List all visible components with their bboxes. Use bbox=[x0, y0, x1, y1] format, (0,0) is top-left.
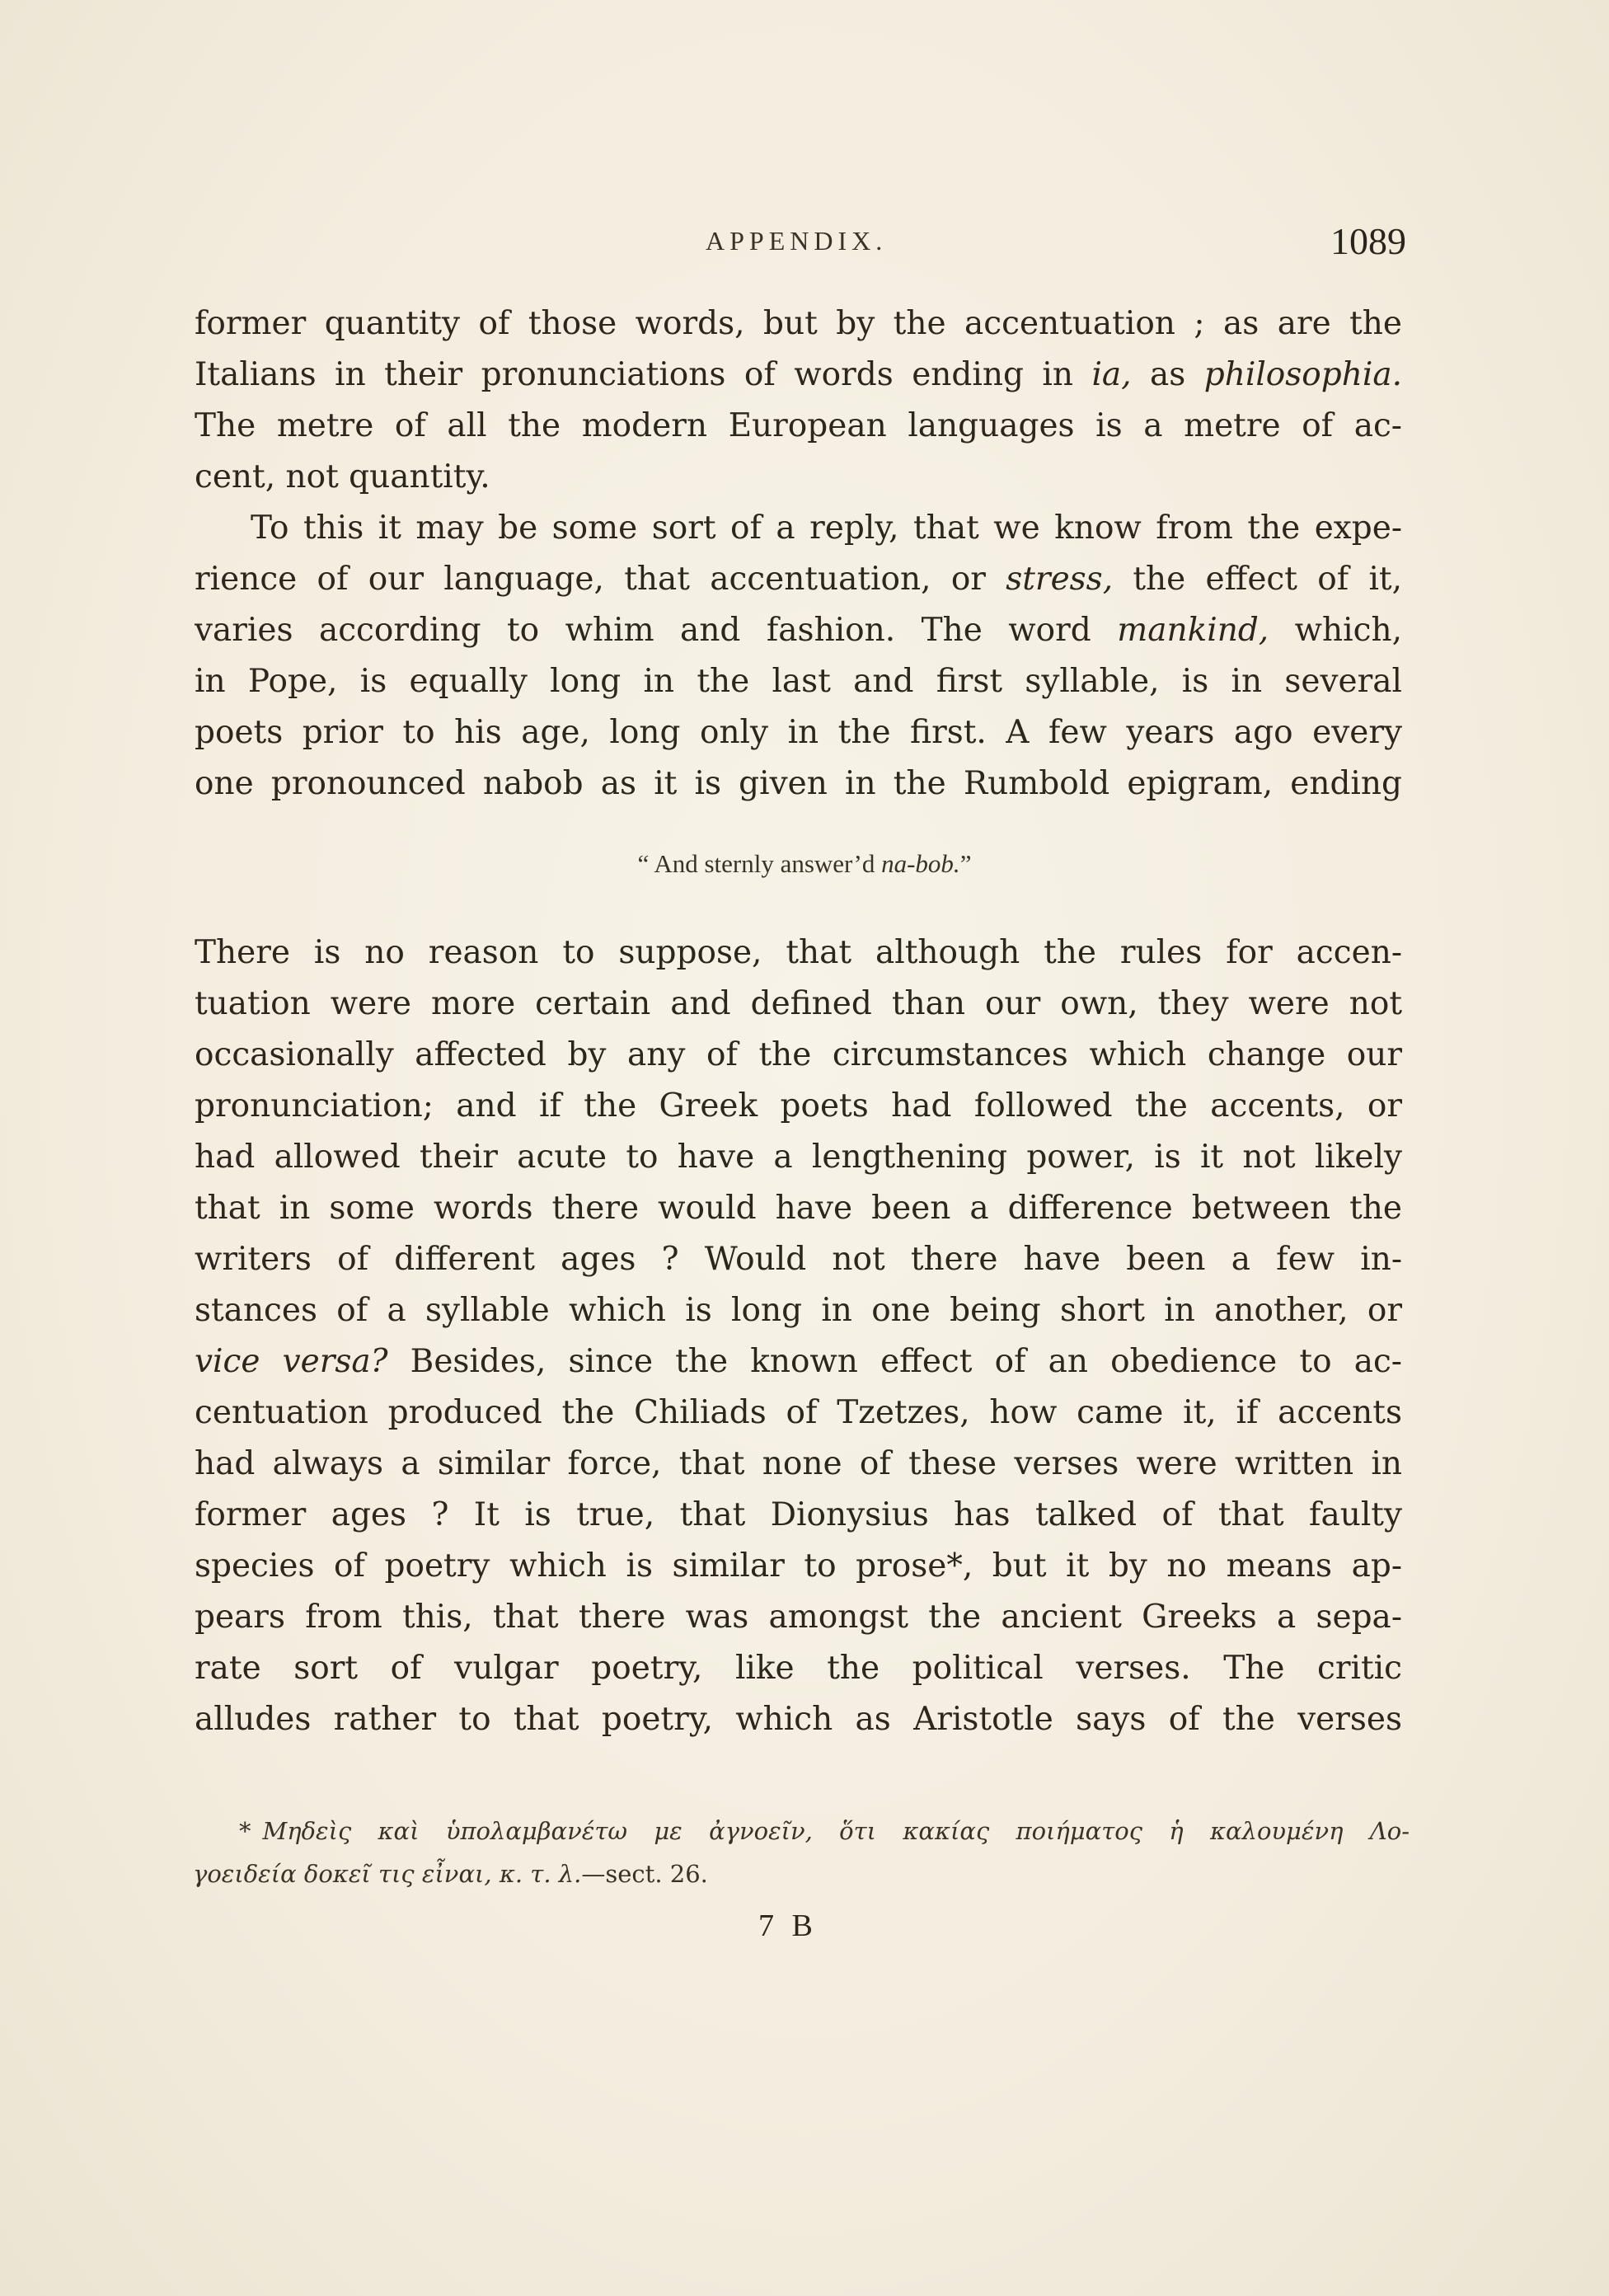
text-line: former quantity of those words, but by the accentuation ; as are the bbox=[195, 305, 1402, 342]
footnote-marker: * bbox=[239, 1817, 251, 1845]
text-line: pears from this, that there was amongst the ancient Greeks a sepa- bbox=[195, 1599, 1402, 1636]
footnote-line: * Μηδεὶς καὶ ὑπολαμβανέτω με ἀγνοεῖν, ὅτι κακίας ποιήματος ἡ καλουμένη Λο- bbox=[239, 1817, 1410, 1845]
footnote-section-ref: —sect. 26. bbox=[581, 1860, 708, 1888]
text-line: centuation produced the Chiliads of Tzetzes, how came it, if accents bbox=[195, 1394, 1402, 1431]
block-quote: “ And sternly answer’d na-bob.” bbox=[637, 849, 972, 878]
text-line: stances of a syllable which is long in one being short in another, or bbox=[195, 1292, 1402, 1329]
text-line: occasionally affected by any of the circumstances which change our bbox=[195, 1036, 1402, 1073]
paragraph-reply bbox=[195, 503, 1402, 810]
text-line: rience of our language, that accentuation, or stress, the effect of it, bbox=[195, 561, 1402, 598]
signature-mark: 7 B bbox=[758, 1909, 818, 1943]
text-line: poets prior to his age, long only in the first. A few years ago every bbox=[195, 714, 1402, 751]
footnote-line: γοειδεία δοκεῖ τις εἶναι, κ. τ. λ.—sect. 26. bbox=[193, 1860, 708, 1888]
page-number: 1089 bbox=[1330, 220, 1406, 262]
text-line: writers of different ages ? Would not there have been a few in- bbox=[195, 1241, 1402, 1278]
text-line: There is no reason to suppose, that although the rules for accen- bbox=[195, 934, 1402, 971]
text-line: species of poetry which is similar to prose*, but it by no means ap- bbox=[195, 1547, 1402, 1585]
text-line: one pronounced nabob as it is given in the Rumbold epigram, ending bbox=[195, 765, 1402, 802]
text-line: Italians in their pronunciations of words ending in ia, as philosophia. bbox=[195, 356, 1402, 393]
text-line: that in some words there would have been a difference between the bbox=[195, 1190, 1402, 1227]
text-line: tuation were more certain and defined than our own, they were not bbox=[195, 985, 1402, 1022]
text-line: varies according to whim and fashion. The word mankind, which, bbox=[195, 612, 1402, 649]
text-line: vice versa? Besides, since the known effect of an obedience to ac- bbox=[195, 1343, 1402, 1380]
text-line: cent, not quantity. bbox=[195, 458, 490, 495]
text-line: had allowed their acute to have a lengthening power, is it not likely bbox=[195, 1139, 1402, 1176]
text-line: To this it may be some sort of a reply, that we know from the expe- bbox=[251, 509, 1402, 547]
running-head: APPENDIX. bbox=[706, 226, 888, 256]
text-line: had always a similar force, that none of these verses were written in bbox=[195, 1445, 1402, 1482]
paragraph-continuation bbox=[195, 298, 1402, 503]
footnote bbox=[193, 1810, 1410, 1895]
text-line: The metre of all the modern European languages is a metre of ac- bbox=[195, 407, 1402, 444]
page-header bbox=[195, 219, 1414, 269]
text-line: in Pope, is equally long in the last and first syllable, is in several bbox=[195, 663, 1402, 700]
text-line: rate sort of vulgar poetry, like the political verses. The critic bbox=[195, 1650, 1402, 1687]
paragraph-argument bbox=[195, 927, 1402, 1745]
text-line: alludes rather to that poetry, which as Aristotle says of the verses bbox=[195, 1701, 1402, 1738]
text-line: former ages ? It is true, that Dionysius has talked of that faulty bbox=[195, 1496, 1402, 1533]
text-line: pronunciation; and if the Greek poets had followed the accents, or bbox=[195, 1087, 1402, 1125]
